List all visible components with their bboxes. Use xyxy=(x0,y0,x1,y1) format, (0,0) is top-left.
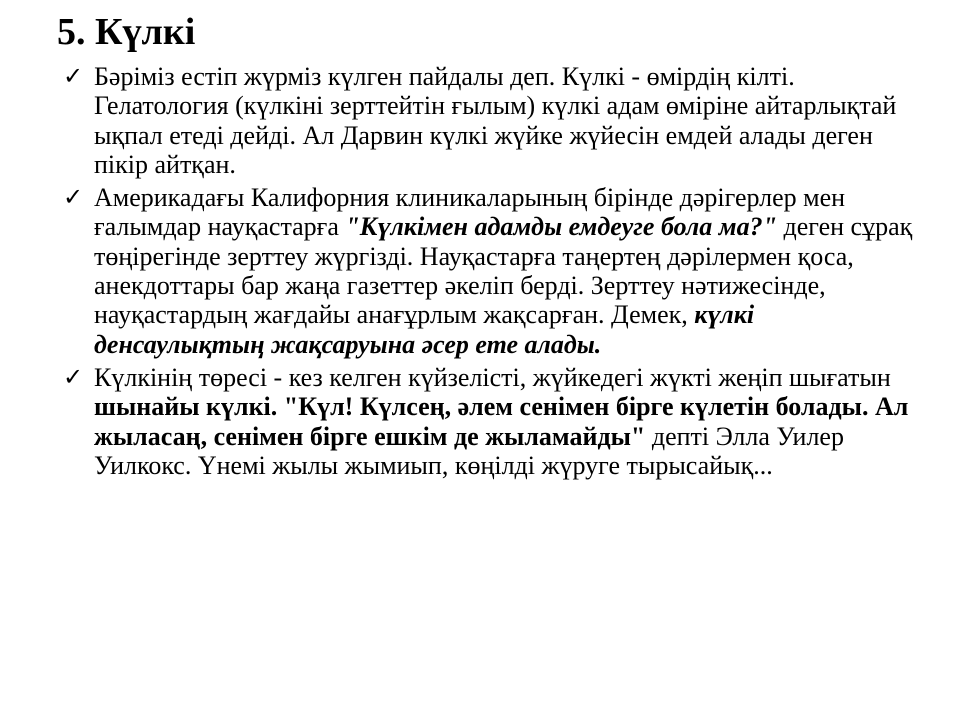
check-icon: ✓ xyxy=(63,183,84,212)
bullet-text: Күлкінің төресі - кез келген күйзелісті, жүйкедегі жүкті жеңіп шығатын xyxy=(94,362,891,392)
bullet-text: депті Элла Уилер Уилкокс. Үнемі жылы жымиып, көңілді жүруге тырысайық... xyxy=(94,421,844,480)
bullet-text: Америкадағы Калифорния клиникаларының бірінде дәрігерлер мен ғалымдар науқастарға xyxy=(94,183,846,242)
bullet-item xyxy=(63,183,923,359)
bullet-emphasis: "Күлкімен адамды емдеуге бола ма?" xyxy=(345,212,778,242)
bullet-text: Бәріміз естіп жүрміз күлген пайдалы деп. Күлкі - өмірдің кілті. Гелатология (күлкіні зерттейтін ғылым) күлкі адам өміріне айтарлықтай ықпал етеді дейді. Ал Дарвин күлкі жүйке жүйесін емдей алады деген пікір айтқан. xyxy=(94,62,897,179)
check-icon: ✓ xyxy=(63,362,84,391)
check-icon: ✓ xyxy=(63,62,84,90)
bullet-item xyxy=(63,62,923,179)
bullet-item xyxy=(63,363,923,480)
bullet-text: деген сұрақ төңірегінде зерттеу жүргізді. Науқастарға таңертең дәрілермен қоса, анекдоттары бар жаңа газеттер әкеліп берді. Зерттеу нәтижесінде, науқастардың жағдайы анағұрлым жақсарған. Демек, xyxy=(94,212,913,330)
bullet-quote: шынайы күлкі. "Күл! Күлсең, әлем сенімен бірге күлетін болады. Ал жыласаң, сенімен бірге ешкім де жыламайды" xyxy=(94,392,909,451)
bullet-emphasis: күлкі денсаулықтың жақсаруына әсер ете алады. xyxy=(94,300,755,359)
bullet-list xyxy=(63,62,923,484)
slide-title: 5. Күлкі xyxy=(57,11,196,53)
